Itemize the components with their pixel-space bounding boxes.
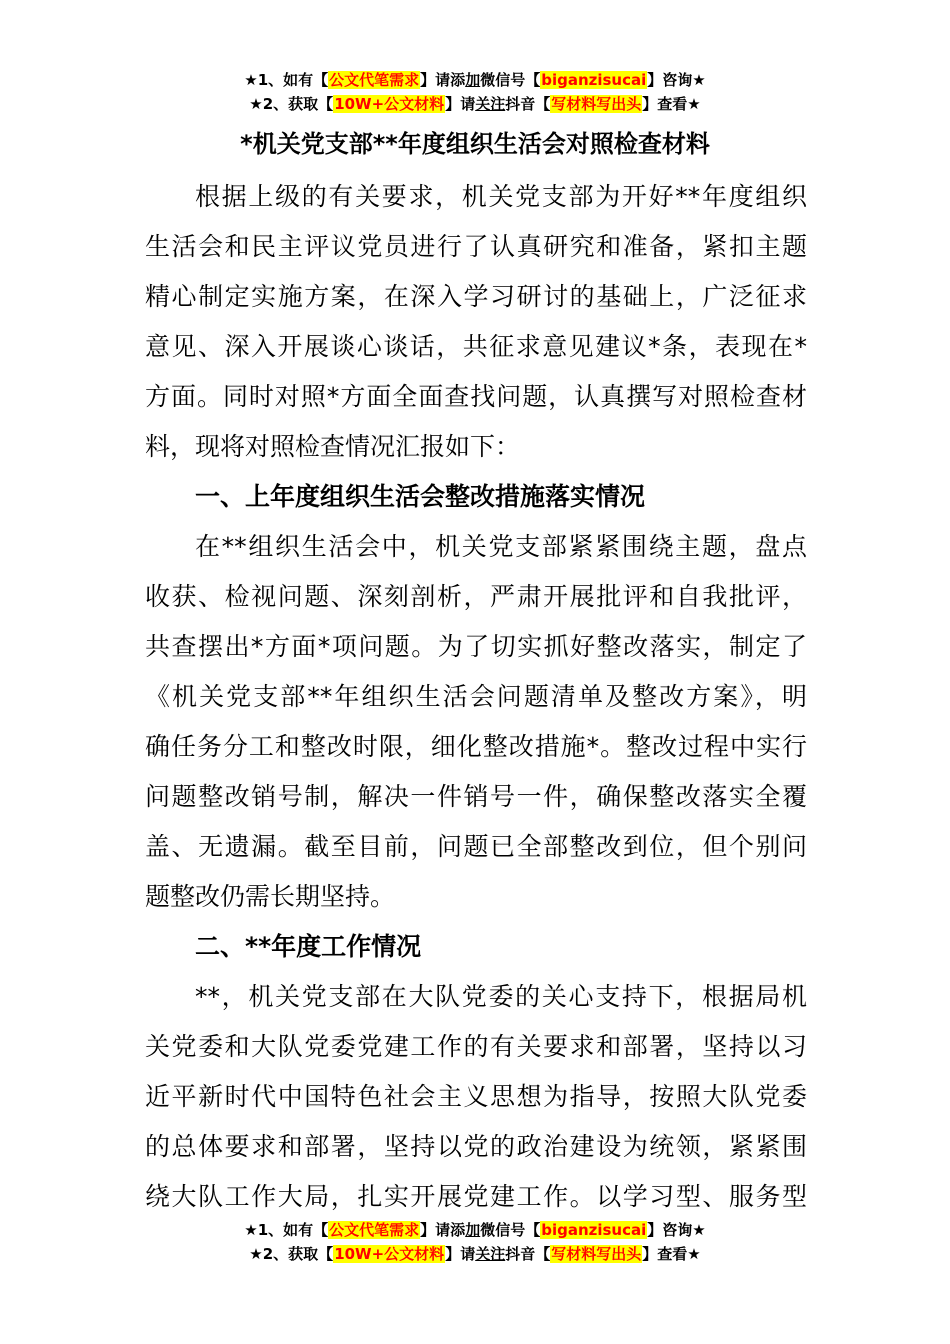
banner-line-1: ★1、如有【公文代笔需求】请添加微信号【biganzisucai】咨询★ bbox=[244, 71, 706, 89]
highlight-service: 公文代笔需求 bbox=[329, 71, 420, 89]
body-text-line: 精心制定实施方案，在深入学习研讨的基础上，广泛征求 bbox=[145, 282, 807, 311]
document-title: *机关党支部**年度组织生活会对照检查材料 bbox=[240, 130, 710, 158]
body-text-line: 在**组织生活会中，机关党支部紧紧围绕主题，盘点 bbox=[195, 532, 807, 561]
banner-line-2: ★2、获取【10W+公文材料】请关注抖音【写材料写出头】查看★ bbox=[249, 1245, 701, 1263]
body-text-line: 盖、无遗漏。截至目前，问题已全部整改到位，但个别问 bbox=[145, 832, 807, 861]
body-text-line: 题整改仍需长期坚持。 bbox=[145, 882, 396, 911]
body-text-line: 生活会和民主评议党员进行了认真研究和准备，紧扣主题 bbox=[145, 232, 807, 261]
body-text-line: 收获、检视问题、深刻剖析，严肃开展批评和自我批评， bbox=[145, 582, 807, 611]
body-text-line: 料，现将对照检查情况汇报如下： bbox=[145, 432, 521, 461]
header-banner bbox=[0, 68, 950, 116]
body-text-line: 共查摆出*方面*项问题。为了切实抓好整改落实，制定了 bbox=[145, 632, 807, 661]
body-text-line: 确任务分工和整改时限，细化整改措施*。整改过程中实行 bbox=[145, 732, 807, 761]
banner-line-1: ★1、如有【公文代笔需求】请添加微信号【biganzisucai】咨询★ bbox=[244, 1221, 706, 1239]
highlight-materials: 10W+公文材料 bbox=[334, 1245, 445, 1263]
body-text-line: 关党委和大队党委党建工作的有关要求和部署，坚持以习 bbox=[145, 1032, 807, 1061]
highlight-materials: 10W+公文材料 bbox=[334, 95, 445, 113]
body-text-line: 方面。同时对照*方面全面查找问题，认真撰写对照检查材 bbox=[145, 382, 807, 411]
section-heading: 二、**年度工作情况 bbox=[195, 932, 422, 961]
highlight-wechat-id: biganzisucai bbox=[541, 71, 647, 89]
body-text-line: 意见、深入开展谈心谈话，共征求意见建议*条，表现在* bbox=[145, 332, 807, 361]
body-text-line: **，机关党支部在大队党委的关心支持下，根据局机 bbox=[195, 982, 807, 1011]
banner-line-2: ★2、获取【10W+公文材料】请关注抖音【写材料写出头】查看★ bbox=[249, 95, 701, 113]
body-text-line: 绕大队工作大局，扎实开展党建工作。以学习型、服务型 bbox=[145, 1182, 807, 1211]
body-text-line: 根据上级的有关要求，机关党支部为开好**年度组织 bbox=[195, 182, 807, 211]
section-heading: 一、上年度组织生活会整改措施落实情况 bbox=[195, 482, 646, 511]
highlight-douyin: 写材料写出头 bbox=[551, 95, 642, 113]
body-text-line: 近平新时代中国特色社会主义思想为指导，按照大队党委 bbox=[145, 1082, 807, 1111]
body-text-line: 《机关党支部**年组织生活会问题清单及整改方案》，明 bbox=[145, 682, 807, 711]
document-body bbox=[145, 172, 807, 1222]
body-text-line: 的总体要求和部署，坚持以党的政治建设为统领，紧紧围 bbox=[145, 1132, 807, 1161]
highlight-douyin: 写材料写出头 bbox=[551, 1245, 642, 1263]
body-text-line: 问题整改销号制，解决一件销号一件，确保整改落实全覆 bbox=[145, 782, 807, 811]
highlight-service: 公文代笔需求 bbox=[329, 1221, 420, 1239]
highlight-wechat-id: biganzisucai bbox=[541, 1221, 647, 1239]
footer-banner bbox=[0, 1218, 950, 1266]
